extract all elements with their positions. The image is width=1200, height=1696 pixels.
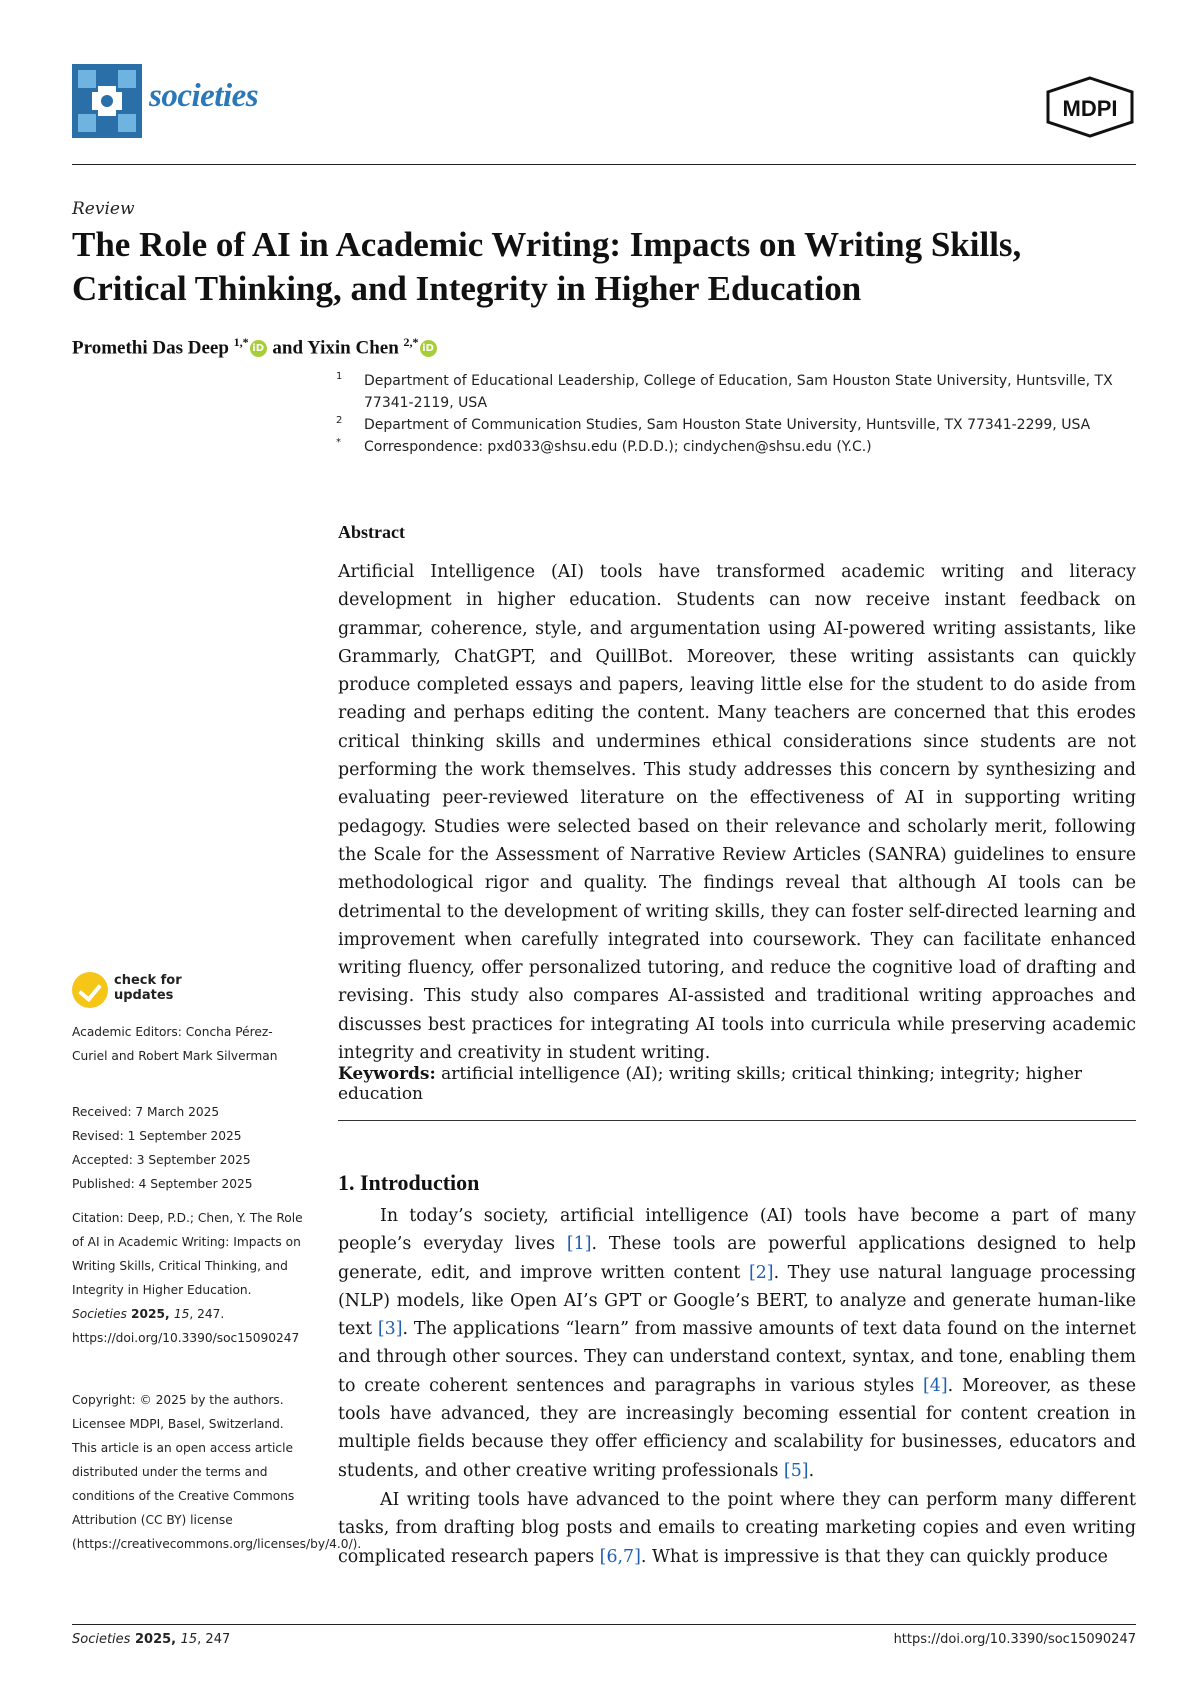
author-list	[72, 335, 438, 359]
affiliation-text: Department of Communication Studies, Sam Houston State University, Huntsville, TX 77341-2299, USA	[364, 417, 1091, 433]
check-icon	[72, 972, 108, 1008]
author-joiner: and	[272, 337, 304, 359]
citation-doi[interactable]: , 247. https://doi.org/10.3390/soc15090247	[72, 1307, 300, 1345]
abstract-text: Artificial Intelligence (AI) tools have transformed academic writing and literacy development in higher education. Students can now receive instant feedback on grammar, coherence, style, and argumentation using AI-powered writing assistants, like Grammarly, ChatGPT, and QuillBot. Moreover, these writing assistants can quickly produce completed essays and papers, leaving little else for the student to do aside from reading and perhaps editing the content. Many teachers are concerned that this erodes critical thinking skills and undermines ethical considerations since students are not performing the work themselves. This study addresses this concern by synthesizing and evaluating peer-reviewed literature on the effectiveness of AI in supporting writing pedagogy. Studies were selected based on their relevance and scholarly merit, following the Scale for the Assessment of Narrative Review Articles (SANRA) guidelines to ensure methodological rigor and quality. The findings reveal that although AI tools can be detrimental to the development of writing skills, they can foster self-directed learning and improvement when carefully integrated into coursework. They can facilitate enhanced writing fluency, offer personalized tutoring, and reduce the cognitive load of drafting and revising. This study also compares AI-assisted and traditional writing approaches and discusses best practices for integrating AI tools into curricula while preserving academic integrity and creativity in student writing.	[338, 562, 1136, 1064]
mdpi-logo-text: MDPI	[1062, 96, 1118, 121]
affiliation-text: Department of Educational Leadership, College of Education, Sam Houston State University, Huntsville, TX 77341-2119, USA	[364, 373, 1113, 411]
affiliation-item	[336, 414, 1136, 436]
body-text: . They use natural language processing (NLP) models, like Open AI’s GPT or Google’s BERT, to analyze and generate human-like text	[338, 1262, 1136, 1340]
citation-journal: Societies	[72, 1307, 127, 1321]
footer-doi-link[interactable]: https://doi.org/10.3390/soc15090247	[893, 1632, 1136, 1647]
orcid-icon[interactable]: iD	[250, 340, 267, 357]
section-heading: 1. Introduction	[338, 1170, 480, 1195]
keywords	[338, 1064, 1138, 1104]
correspondence-text[interactable]: Correspondence: pxd033@shsu.edu (P.D.D.); cindychen@shsu.edu (Y.C.)	[364, 439, 872, 455]
footer-citation	[72, 1632, 230, 1647]
author-name[interactable]: Promethi Das Deep	[72, 337, 229, 359]
keywords-text: artificial intelligence (AI); writing skills; critical thinking; integrity; higher education	[338, 1064, 1083, 1104]
body-paragraph	[338, 1486, 1136, 1571]
journal-logo-icon	[72, 64, 142, 138]
citation-link[interactable]: [4]	[923, 1375, 948, 1396]
mdpi-logo-icon	[1044, 76, 1136, 138]
body-text: AI writing tools have advanced to the point where they can perform many different tasks, from drafting blog posts and emails to creating marketing copies and even writing complicated research papers	[338, 1490, 1136, 1567]
footer-article-number: , 247	[197, 1632, 231, 1647]
copyright-block: Copyright: © 2025 by the authors. Licensee MDPI, Basel, Switzerland. This article is an open access article distributed under the terms and conditions of the Creative Commons Attribution (CC BY) license (https://creativecommons.org/licenses/by/4.0/).	[72, 1393, 362, 1551]
footer-volume: 15	[180, 1632, 198, 1647]
footer-year: 2025,	[130, 1632, 181, 1647]
body-text: . Moreover, as these tools have advanced, they are increasingly becoming essential for content creation in multiple fields because they offer efficiency and scalability for businesses, educators and students, and other creative writing professionals	[338, 1375, 1137, 1481]
keywords-label: Keywords:	[338, 1064, 436, 1084]
author-name[interactable]: Yixin Chen	[307, 337, 399, 359]
header-divider	[72, 164, 1136, 165]
received-date: Received: 7 March 2025	[72, 1105, 220, 1119]
affiliation-mark: 2	[336, 415, 343, 426]
article-title: The Role of AI in Academic Writing: Impacts on Writing Skills, Critical Thinking, and Integrity in Higher Education	[72, 225, 1022, 308]
published-date: Published: 4 September 2025	[72, 1177, 253, 1191]
author-affiliation-mark: 2,*	[403, 335, 419, 349]
check-for-updates-button[interactable]	[72, 972, 192, 1008]
body-paragraph	[338, 1202, 1136, 1485]
citation-volume: 15	[173, 1307, 190, 1321]
author-affiliation-mark: 1,*	[233, 335, 249, 349]
correspondence-item	[336, 436, 1136, 458]
revised-date: Revised: 1 September 2025	[72, 1129, 242, 1143]
citation-link[interactable]: [1]	[566, 1234, 592, 1255]
citation-link[interactable]: [2]	[748, 1262, 774, 1283]
affiliation-mark: *	[336, 437, 341, 448]
affiliation-item	[336, 370, 1136, 414]
citation-year: 2025,	[126, 1307, 174, 1321]
article-type: Review	[72, 199, 135, 219]
body-text: . What is impressive is that they can quickly produce	[640, 1546, 1108, 1567]
citation-block	[72, 1206, 304, 1350]
body-text: .	[808, 1460, 815, 1481]
footer-divider	[72, 1624, 1136, 1625]
academic-editors: Academic Editors: Concha Pérez-Curiel and Robert Mark Silverman	[72, 1025, 278, 1063]
footer-journal: Societies	[72, 1632, 131, 1647]
section-divider	[338, 1120, 1136, 1121]
body-text: . The applications “learn” from massive amounts of text data found on the internet and through other sources. They can understand context, syntax, and tone, enabling them to create coherent sentences and paragraphs in various styles	[338, 1319, 1136, 1396]
orcid-icon[interactable]: iD	[420, 340, 437, 357]
citation-link[interactable]: [5]	[783, 1460, 809, 1481]
citation-link[interactable]: [3]	[377, 1319, 403, 1340]
abstract-heading: Abstract	[338, 522, 405, 542]
citation-text: Citation: Deep, P.D.; Chen, Y. The Role of AI in Academic Writing: Impacts on Writing Skills, Critical Thinking, and Integrity in Higher Education.	[72, 1211, 303, 1297]
check-for-updates-label: check for updates	[114, 973, 182, 1003]
body-text: . These tools are powerful applications designed to help generate, edit, and improve written content	[338, 1234, 1137, 1283]
citation-link[interactable]: [6,7]	[599, 1546, 641, 1567]
accepted-date: Accepted: 3 September 2025	[72, 1153, 251, 1167]
body-text: In today’s society, artificial intelligence (AI) tools have become a part of many people’s everyday lives	[338, 1206, 1136, 1255]
affiliation-mark: 1	[336, 371, 343, 382]
journal-name: societies	[149, 78, 259, 114]
